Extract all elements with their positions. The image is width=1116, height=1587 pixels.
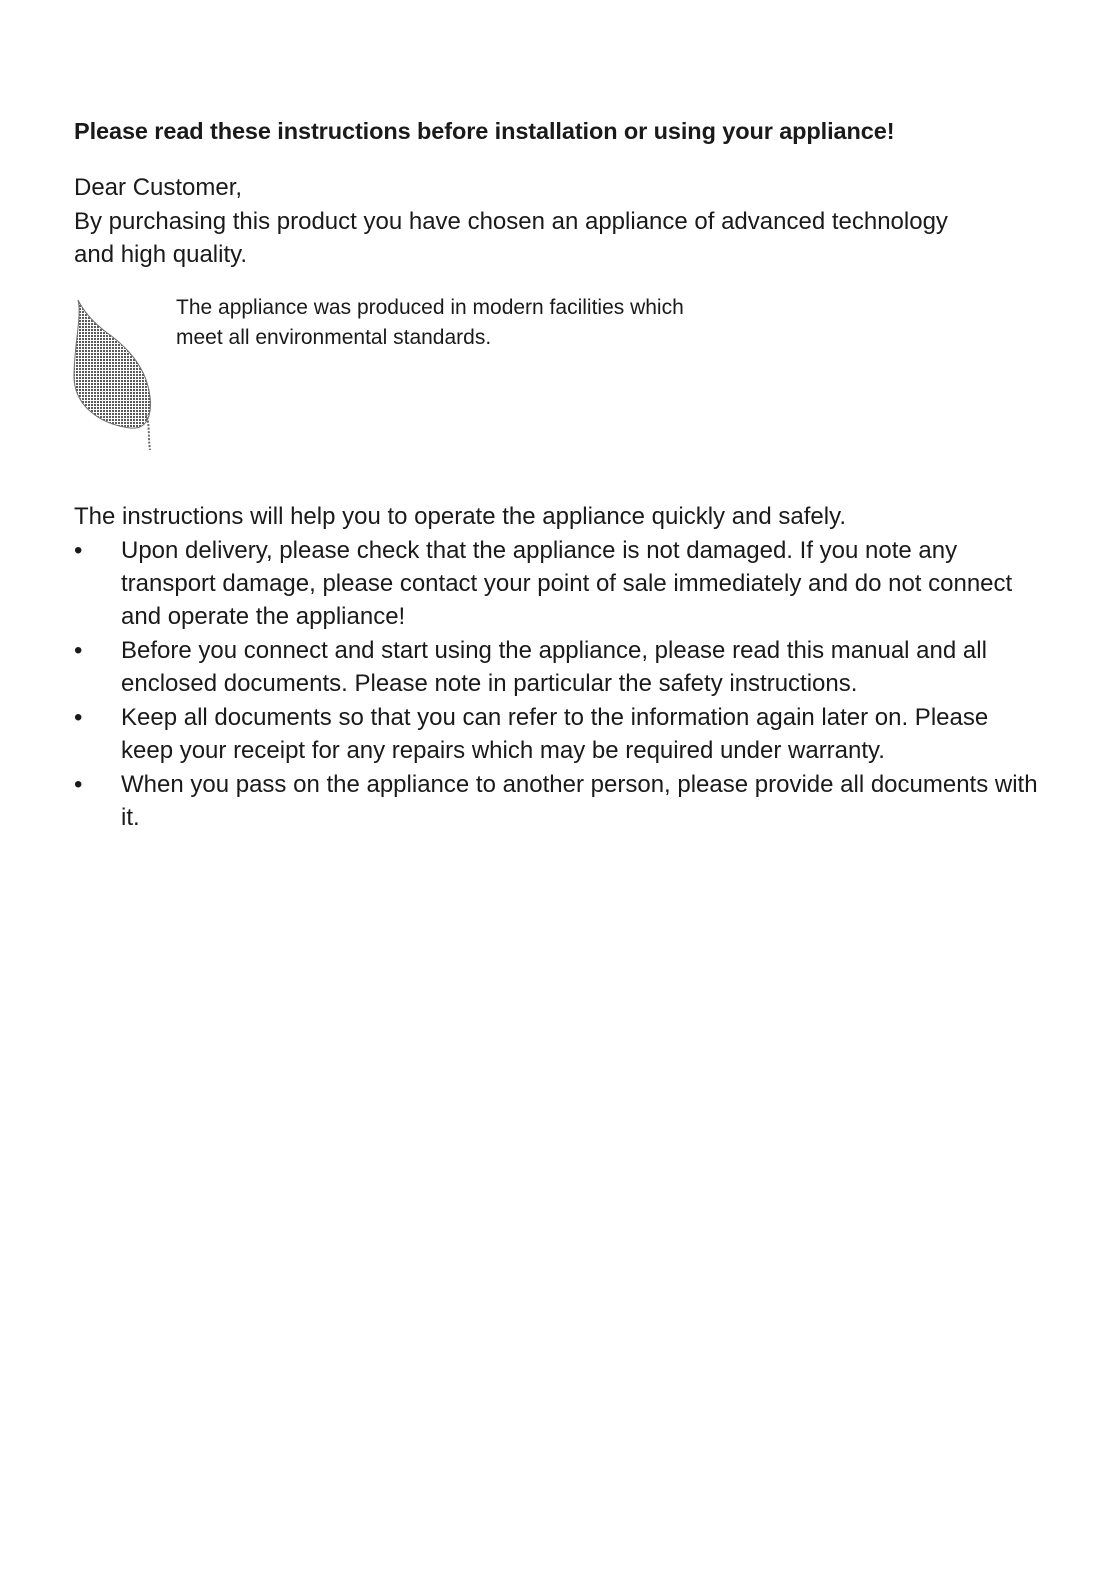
list-item: [74, 534, 1044, 633]
list-item-text: When you pass on the appliance to another person, please provide all documents with it.: [121, 771, 1038, 831]
page-heading: Please read these instructions before installation or using your appliance!: [74, 118, 895, 144]
list-item: [74, 634, 1044, 700]
bullet-icon: •: [74, 704, 83, 731]
bullet-icon: •: [74, 637, 83, 664]
eco-note-line-2: meet all environmental standards.: [176, 326, 492, 349]
list-item: [74, 768, 1044, 834]
list-item-text: Upon delivery, please check that the appliance is not damaged. If you note any transport damage, please contact your point of sale immediately and do not connect and operate the appliance!: [121, 537, 1013, 630]
eco-note-line-1: The appliance was produced in modern facilities which: [176, 296, 684, 319]
list-item-text: Before you connect and start using the appliance, please read this manual and all enclosed documents. Please note in particular the safety instructions.: [121, 637, 987, 697]
list-item: [74, 701, 1044, 767]
list-item-text: Keep all documents so that you can refer to the information again later on. Please keep your receipt for any repairs which may be required under warranty.: [121, 704, 989, 764]
instructions-list: [74, 534, 1044, 835]
bullet-icon: •: [74, 771, 83, 798]
intro-paragraph: By purchasing this product you have chosen an appliance of advanced technology and high quality.: [74, 208, 948, 268]
leaf-icon: [70, 296, 160, 452]
eco-note: [176, 293, 796, 353]
help-text: The instructions will help you to operate the appliance quickly and safely.: [74, 503, 846, 530]
bullet-icon: •: [74, 537, 83, 564]
greeting: Dear Customer,: [74, 174, 243, 201]
